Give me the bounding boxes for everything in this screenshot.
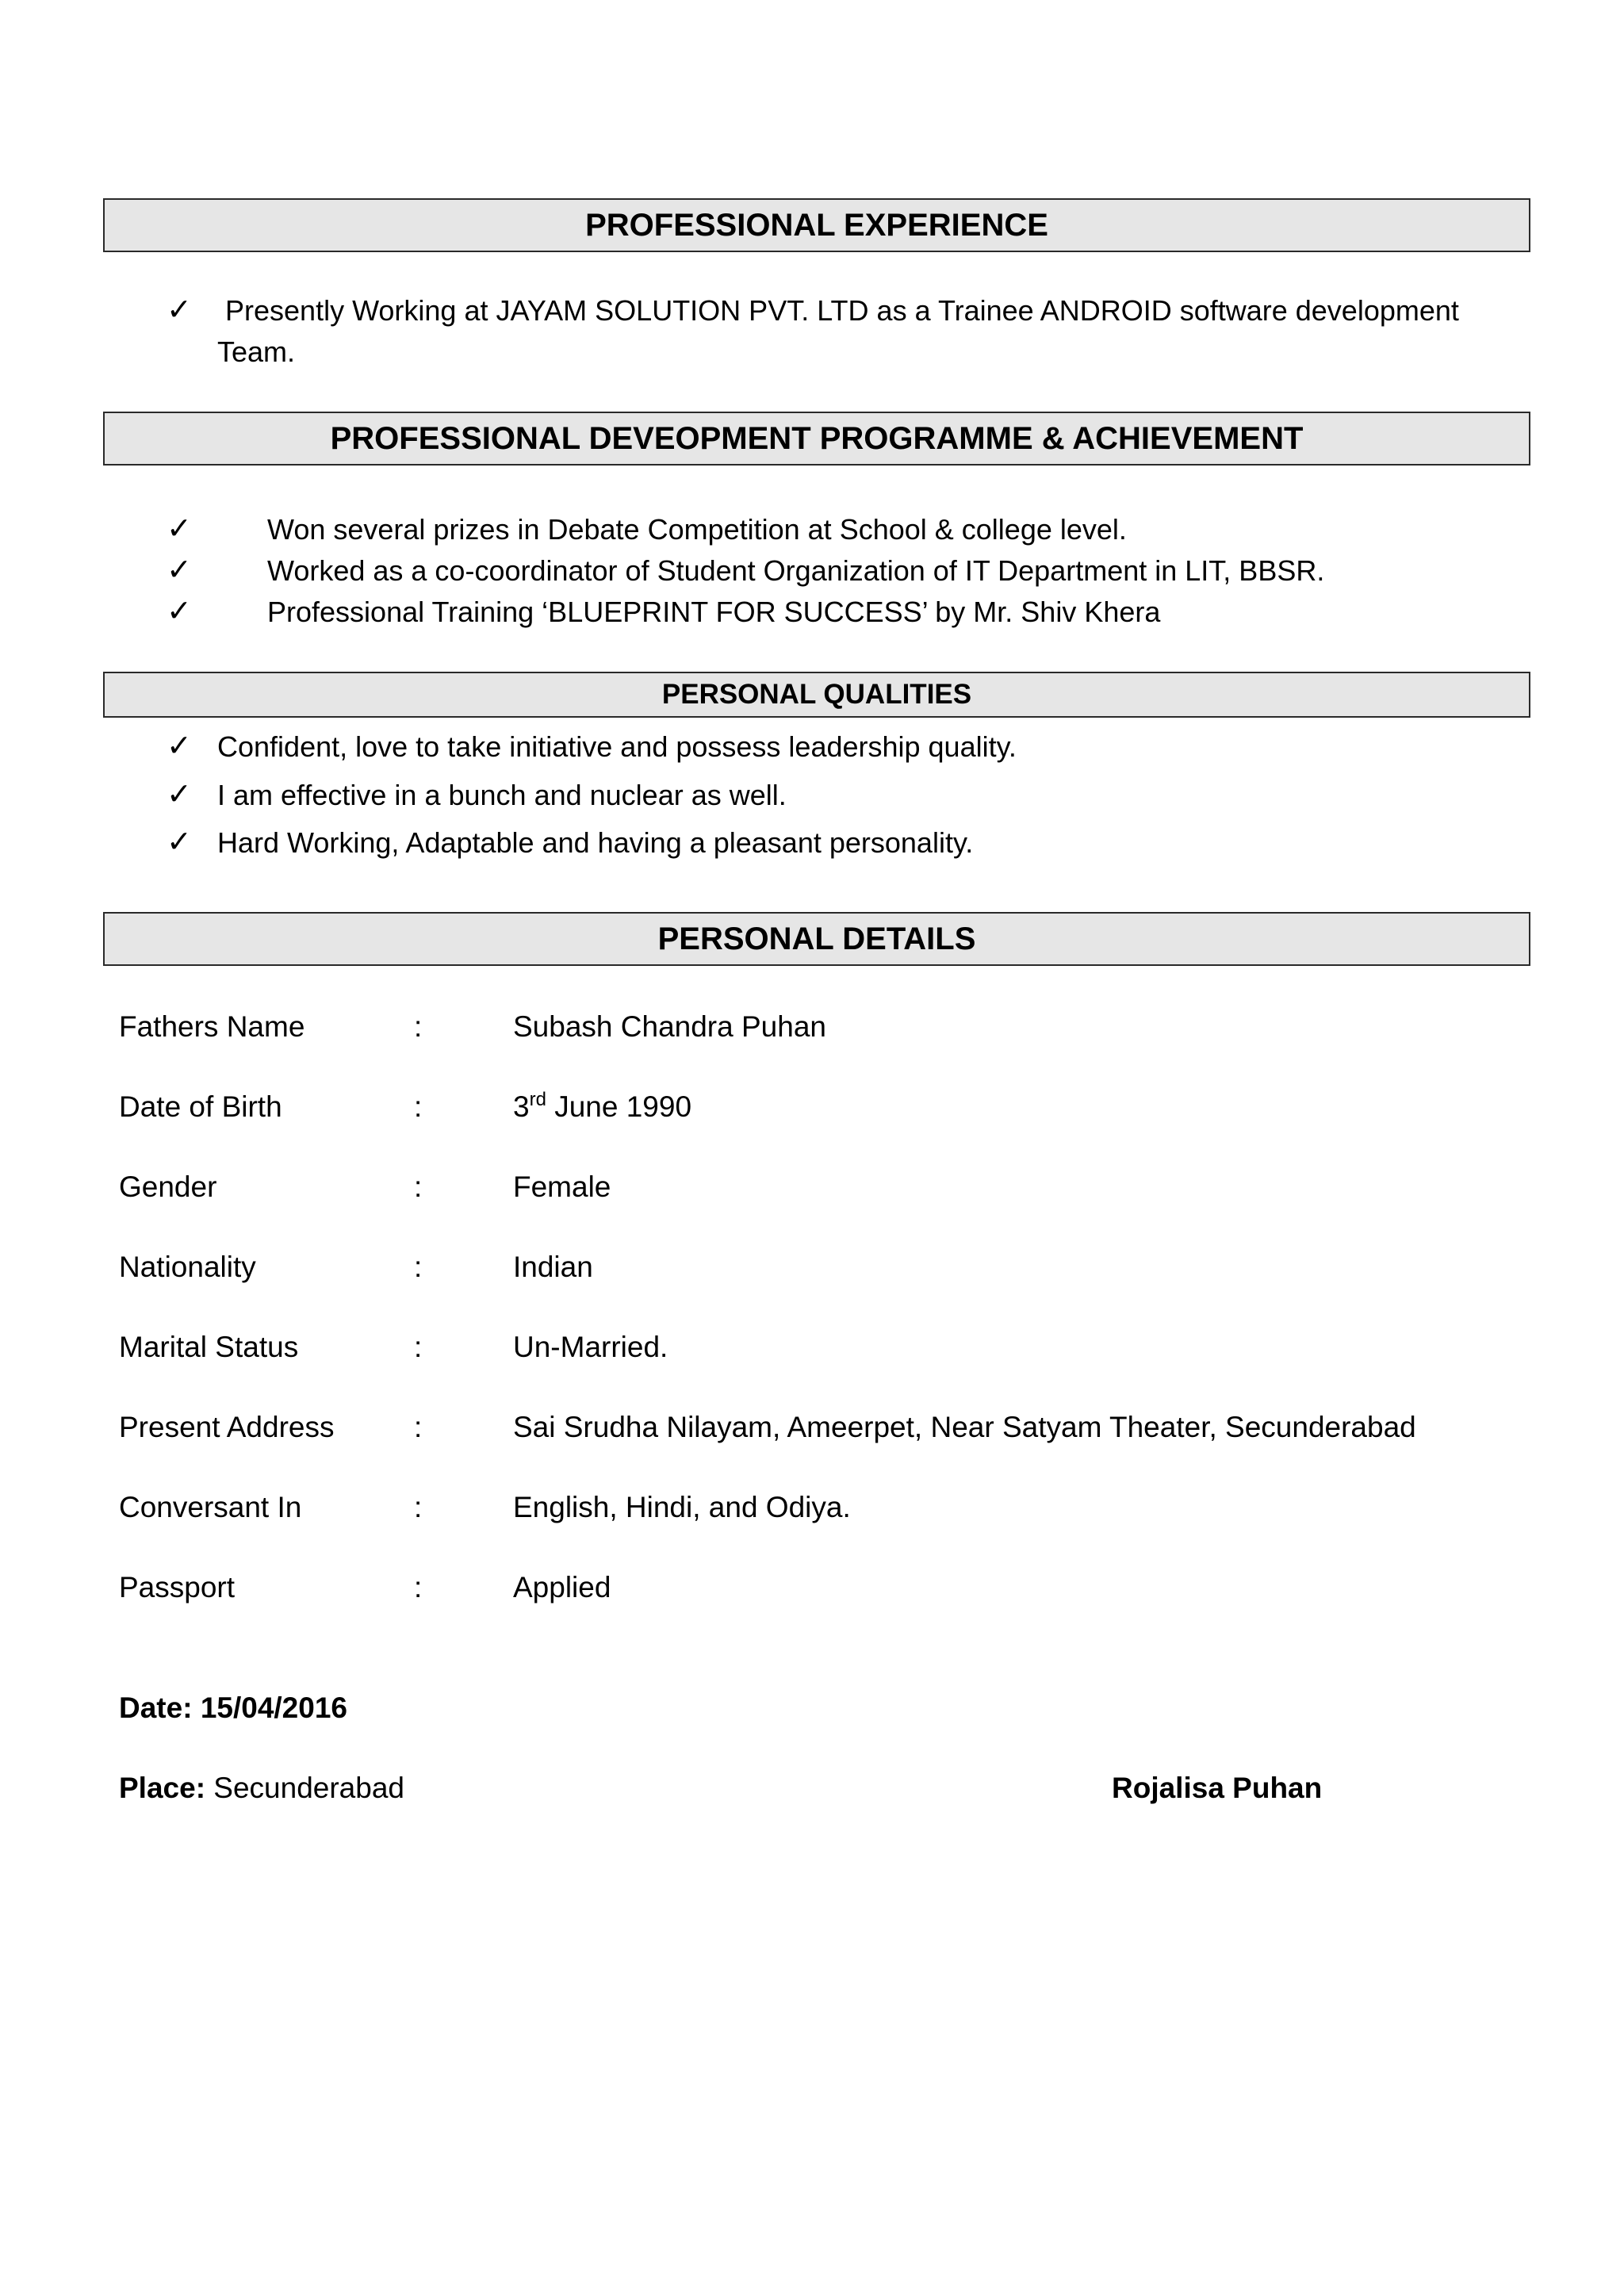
date-value: 15/04/2016 [200, 1692, 347, 1724]
check-icon: ✓ [167, 292, 192, 327]
section-heading-development: PROFESSIONAL DEVEOPMENT PROGRAMME & ACHIEVEMENT [103, 412, 1530, 466]
detail-label: Date of Birth [119, 1090, 282, 1123]
section-heading-professional-experience: PROFESSIONAL EXPERIENCE [103, 198, 1530, 252]
dob-day: 3 [513, 1090, 530, 1123]
place-value: Secunderabad [213, 1772, 404, 1804]
detail-label: Gender [119, 1170, 217, 1203]
detail-label: Fathers Name [119, 1010, 305, 1043]
detail-label: Nationality [119, 1251, 256, 1283]
quality-item: I am effective in a bunch and nuclear as well. [217, 779, 787, 811]
detail-colon: : [414, 1331, 423, 1363]
detail-label: Conversant In [119, 1491, 302, 1523]
detail-value: Subash Chandra Puhan [513, 1010, 826, 1043]
detail-value: Indian [513, 1251, 593, 1283]
development-item: Won several prizes in Debate Competition at School & college level. [267, 513, 1127, 546]
detail-colon: : [414, 1010, 423, 1043]
dob-month-year: June 1990 [546, 1090, 692, 1123]
check-icon: ✓ [167, 552, 192, 587]
check-icon: ✓ [167, 511, 192, 546]
check-icon: ✓ [167, 728, 192, 763]
detail-value: Un-Married. [513, 1331, 668, 1363]
detail-colon: : [414, 1090, 423, 1123]
quality-item: Confident, love to take initiative and possess leadership quality. [217, 730, 1017, 763]
detail-colon: : [414, 1251, 423, 1283]
experience-item-line2: Team. [217, 335, 296, 368]
quality-item: Hard Working, Adaptable and having a pleasant personality. [217, 826, 974, 859]
section-heading-personal-details: PERSONAL DETAILS [103, 912, 1530, 966]
check-icon: ✓ [167, 593, 192, 628]
check-icon: ✓ [167, 824, 192, 859]
detail-label: Present Address [119, 1411, 335, 1443]
place-line [119, 1768, 404, 1809]
check-icon: ✓ [167, 776, 192, 811]
detail-value: Applied [513, 1571, 611, 1603]
detail-label: Passport [119, 1571, 236, 1603]
detail-value: Female [513, 1170, 611, 1203]
detail-label: Marital Status [119, 1331, 299, 1363]
detail-colon: : [414, 1491, 423, 1523]
dob-ordinal-suffix: rd [529, 1089, 546, 1110]
signature-name: Rojalisa Puhan [1112, 1772, 1323, 1804]
date-line [119, 1688, 347, 1729]
development-item: Professional Training ‘BLUEPRINT FOR SUCCESS’ by Mr. Shiv Khera [267, 596, 1161, 628]
detail-colon: : [414, 1411, 423, 1443]
experience-item-line1: Presently Working at JAYAM SOLUTION PVT. LTD as a Trainee ANDROID software development [225, 294, 1459, 327]
detail-colon: : [414, 1170, 423, 1203]
detail-colon: : [414, 1571, 423, 1603]
detail-value [513, 1086, 691, 1128]
section-heading-personal-qualities: PERSONAL QUALITIES [103, 672, 1530, 718]
detail-value: English, Hindi, and Odiya. [513, 1491, 851, 1523]
detail-value: Sai Srudha Nilayam, Ameerpet, Near Satyam Theater, Secunderabad [513, 1411, 1416, 1443]
development-item: Worked as a co-coordinator of Student Organization of IT Department in LIT, BBSR. [267, 554, 1325, 587]
date-label: Date: [119, 1692, 193, 1724]
place-label: Place: [119, 1772, 206, 1804]
